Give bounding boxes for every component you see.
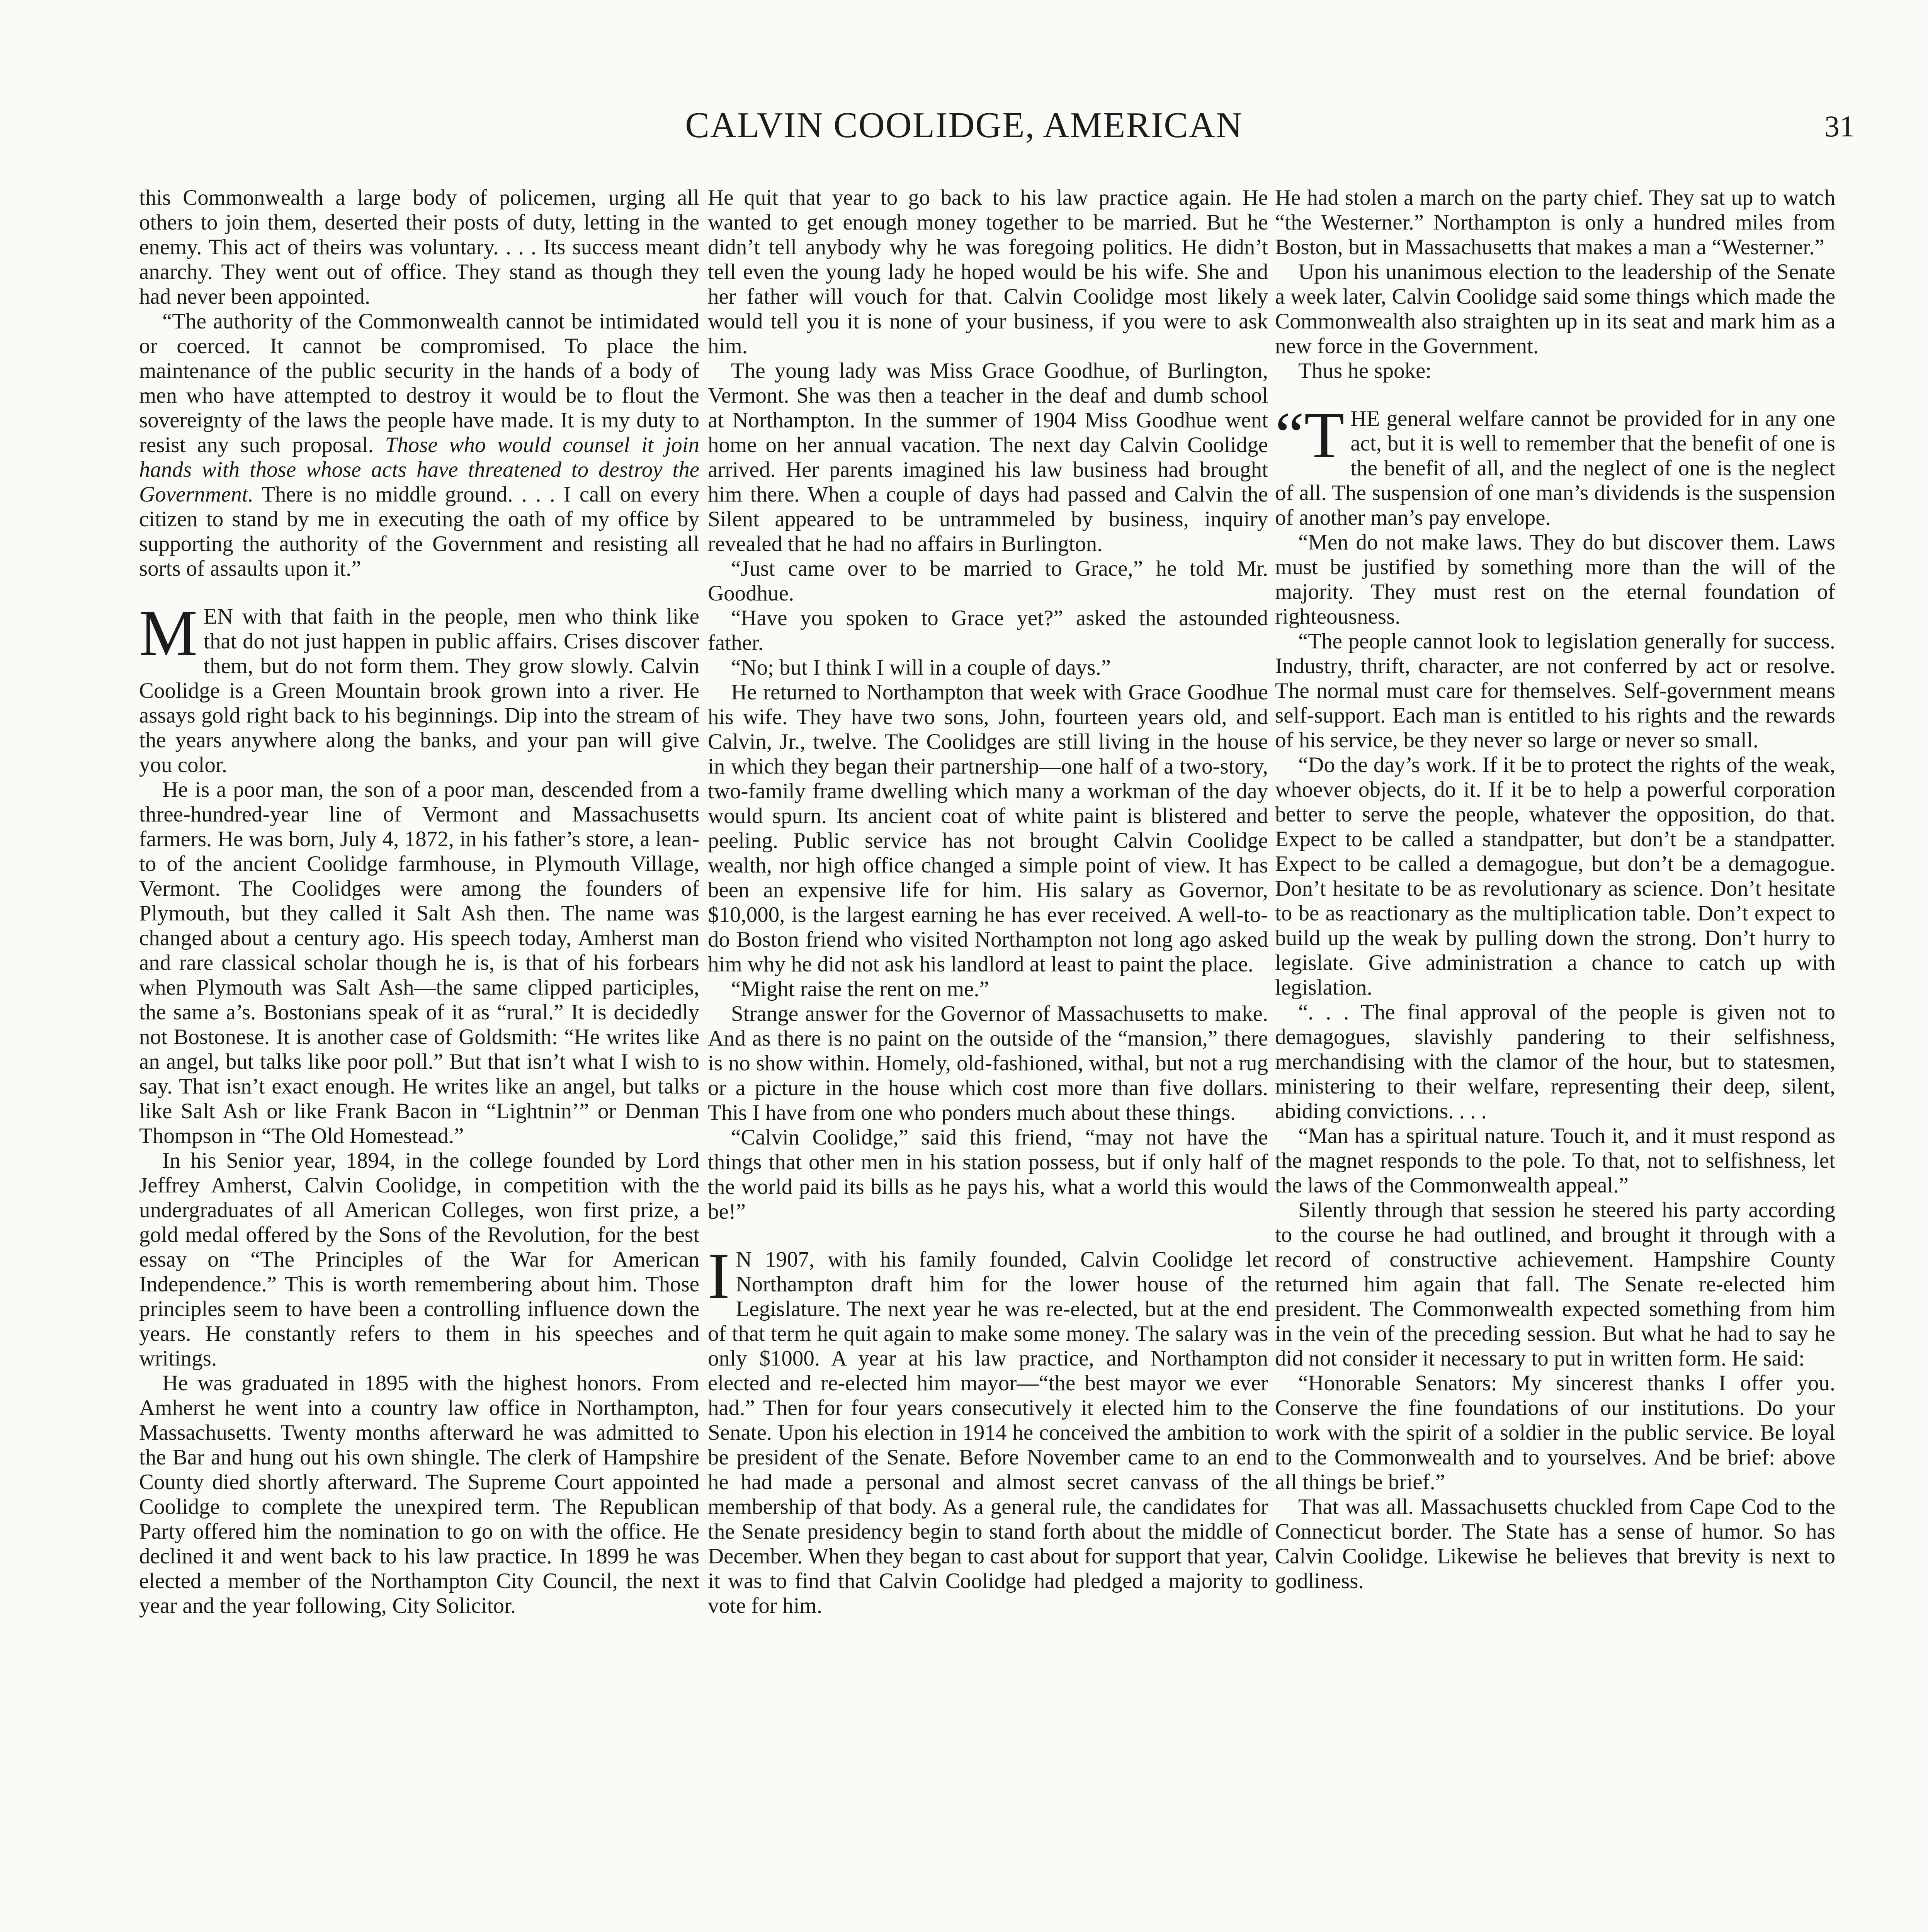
paragraph: He had stolen a march on the party chief. They sat up to watch “the Westerner.” Northampton is only a hundred miles from Boston, but in Massachusetts that makes a man a “Westerner.”	[1275, 185, 1835, 259]
paragraph: this Commonwealth a large body of policemen, urging all others to join them, deserted their posts of duty, letting in the enemy. This act of theirs was voluntary. . . . Its success meant anarchy. They went out of office. They stand as though they had never been appointed.	[139, 185, 699, 309]
column-1	[139, 185, 699, 1618]
column-3	[1275, 185, 1835, 1594]
paragraph: He was graduated in 1895 with the highest honors. From Amherst he went into a country law office in Northampton, Massachusetts. Twenty months afterward he was admitted to the Bar and hung out his own shingle. The clerk of Hampshire County died shortly afterward. The Supreme Court appointed Coolidge to complete the unexpired term. The Republican Party offered him the nomination to go on with the office. He declined it and went back to his law practice. In 1899 he was elected a member of the Northampton City Council, the next year and the year following, City Solicitor.	[139, 1371, 699, 1618]
paragraph: He is a poor man, the son of a poor man, descended from a three-hundred-year line of Vermont and Massachusetts farmers. He was born, July 4, 1872, in his father’s store, a lean-to of the ancient Coolidge farmhouse, in Plymouth Village, Vermont. The Coolidges were among the founders of Plymouth, but they called it Salt Ash then. The name was changed about a century ago. His speech today, Amherst man and rare classical scholar though he is, is that of his forbears when Plymouth was Salt Ash—the same clipped participles, the same a’s. Bostonians speak of it as “rural.” It is decidedly not Bostonese. It is another case of Goldsmith: “He writes like an angel, but talks like poor poll.” But that isn’t what I wish to say. That isn’t exact enough. He writes like an angel, but talks like Salt Ash or like Frank Bacon in “Lightnin’” or Denman Thompson in “The Old Homestead.”	[139, 777, 699, 1148]
paragraph: “Men do not make laws. They do but discover them. Laws must be justified by something more than the will of the majority. They must rest on the eternal foundation of righteousness.	[1275, 530, 1835, 629]
italic-text: Those who would counsel it join hands with those whose acts have threatened to destroy the Government.	[139, 433, 699, 507]
paragraph: He quit that year to go back to his law practice again. He wanted to get enough money together to be married. But he didn’t tell anybody why he was foregoing politics. He didn’t tell even the young lady he hoped would be his wife. She and her father will vouch for that. Calvin Coolidge most likely would tell you it is none of your business, if you were to ask him.	[708, 185, 1268, 358]
paragraph	[139, 309, 699, 581]
paragraph: The young lady was Miss Grace Goodhue, of Burlington, Vermont. She was then a teacher in the deaf and dumb school at Northampton. In the summer of 1904 Miss Goodhue went home on her annual vacation. The next day Calvin Coolidge arrived. Her parents imagined his law business had brought him there. When a couple of days had passed and Calvin the Silent appeared to be untrammeled by business, inquiry revealed that he had no affairs in Burlington.	[708, 359, 1268, 556]
column-2	[708, 185, 1268, 1618]
paragraph-text: N 1907, with his family founded, Calvin Coolidge let Northampton draft him for the lower house of the Legislature. The next year he was re-elected, but at the end of that term he quit again to make some money. The salary was only $1000. A year at his law practice, and Northampton elected and re-elected him mayor—“the best mayor we ever had.” Then for four years consecutively it elected him to the Senate. Upon his election in 1914 he conceived the ambition to be president of the Senate. Before November came to an end he had made a personal and almost secret canvass of the membership of that body. As a general rule, the candidates for the Senate presidency begin to stand forth about the middle of December. When they began to cast about for support that year, it was to find that Calvin Coolidge had pledged a majority to vote for him.	[708, 1247, 1268, 1618]
paragraph: “Man has a spiritual nature. Touch it, and it must respond as the magnet responds to the pole. To that, not to selfishness, let the laws of the Commonwealth appeal.”	[1275, 1124, 1835, 1197]
paragraph-text: EN with that faith in the people, men who think like that do not just happen in public affairs. Crises discover them, but do not form them. They grow slowly. Calvin Coolidge is a Green Mountain brook grown into a river. He assays gold right back to his beginnings. Dip into the stream of the years anywhere along the banks, and your pan will give you color.	[139, 604, 699, 777]
drop-cap: “T	[1275, 399, 1345, 471]
paragraph-text: HE general welfare cannot be provided for in any one act, but it is well to remember that the benefit of one is the benefit of all, and the neglect of one is the neglect of all. The suspension of one man’s dividends is the suspension of another man’s pay envelope.	[1275, 406, 1835, 530]
paragraph-text: There is no middle ground. . . . I call on every citizen to stand by me in executing the oath of my office by supporting the authority of the Government and resisting all sorts of assaults upon it.”	[139, 482, 699, 581]
paragraph: “Do the day’s work. If it be to protect the rights of the weak, whoever objects, do it. If it be to help a powerful corporation better to serve the people, whatever the opposition, do that. Expect to be called a standpatter, but don’t be a standpatter. Expect to be called a demagogue, but don’t be a demagogue. Don’t hesitate to be as revolutionary as science. Don’t hesitate to be as reactionary as the multiplication table. Don’t expect to build up the weak by pulling down the strong. Don’t hurry to legislate. Give administration a chance to catch up with legislation.	[1275, 753, 1835, 1000]
page-number: 31	[1824, 109, 1855, 143]
drop-cap: M	[139, 597, 198, 669]
paragraph: “Might raise the rent on me.”	[731, 977, 989, 1001]
paragraph: “Honorable Senators: My sincerest thanks I offer you. Conserve the fine foundations of our institutions. Do your work with the spirit of a soldier in the public service. Be loyal to the Commonwealth and to yourselves. And be brief: above all things be brief.”	[1275, 1371, 1835, 1494]
paragraph: Upon his unanimous election to the leadership of the Senate a week later, Calvin Coolidge said some things which made the Commonwealth also straighten up in its seat and mark him as a new force in the Government.	[1275, 260, 1835, 358]
paragraph: “. . . The final approval of the people is given not to demagogues, slavishly pandering to their selfishness, merchandising with the clamor of the hour, but to statesmen, ministering to their welfare, representing their deep, silent, abiding convictions. . . .	[1275, 1000, 1835, 1123]
paragraph: Strange answer for the Governor of Massachusetts to make. And as there is no paint on the outside of the “mansion,” there is no show within. Homely, old-fashioned, withal, but not a rug or a picture in the house which cost more than five dollars. This I have from one who ponders much about these things.	[708, 1002, 1268, 1125]
paragraph: Thus he spoke:	[1298, 359, 1432, 383]
paragraph: He returned to Northampton that week with Grace Goodhue his wife. They have two sons, John, fourteen years old, and Calvin, Jr., twelve. The Coolidges are still living in the house in which they began their partnership—one half of a two-story, two-family frame dwelling which many a workman of the day would spurn. Its ancient coat of white paint is blistered and peeling. Public service has not brought Calvin Coolidge wealth, nor high office changed a simple point of view. It has been an expensive life for him. His salary as Governor, $10,000, is the largest earning he has ever received. A well-to-do Boston friend who visited Northampton not long ago asked him why he did not ask his landlord at least to paint the place.	[708, 680, 1268, 976]
section-opening	[1275, 399, 1835, 530]
paragraph: “No; but I think I will in a couple of days.”	[731, 655, 1111, 680]
paragraph: Silently through that session he steered his party according to the course he had outlined, and brought it through with a record of constructive achievement. Hampshire County returned him again that fall. The Senate re-elected him president. The Commonwealth expected something from him in the vein of the preceding session. But what he had to say he did not consider it necessary to put in written form. He said:	[1275, 1198, 1835, 1371]
paragraph: “Just came over to be married to Grace,” he told Mr. Goodhue.	[708, 556, 1268, 605]
running-head: CALVIN COOLIDGE, AMERICAN	[685, 105, 1243, 145]
paragraph-text: “The authority of the Commonwealth cannot be intimidated or coerced. It cannot be compromised. To place the maintenance of the public security in the hands of a body of men who have attempted to destroy it would be to flout the sovereignty of the laws the people have made. It is my duty to resist any such proposal.	[139, 309, 699, 457]
paragraph: In his Senior year, 1894, in the college founded by Lord Jeffrey Amherst, Calvin Coolidge, in competition with the undergraduates of all American Colleges, won first prize, a gold medal offered by the Sons of the Revolution, for the best essay on “The Principles of the War for American Independence.” This is worth remembering about him. Those principles seem to have been a controlling influence down the years. He constantly refers to them in his speeches and writings.	[139, 1148, 699, 1371]
paragraph: “Have you spoken to Grace yet?” asked the astounded father.	[708, 606, 1268, 655]
drop-cap: I	[708, 1240, 730, 1312]
section-opening	[708, 1240, 1268, 1618]
section-opening	[139, 597, 699, 777]
paragraph: “Calvin Coolidge,” said this friend, “may not have the things that other men in his station possess, but if only half of the world paid its bills as he pays his, what a world this would be!”	[708, 1125, 1268, 1224]
paragraph: “The people cannot look to legislation generally for success. Industry, thrift, character, are not conferred by act or resolve. The normal must care for themselves. Self-government means self-support. Each man is entitled to his rights and the rewards of his service, be they never so large or never so small.	[1275, 629, 1835, 752]
paragraph: That was all. Massachusetts chuckled from Cape Cod to the Connecticut border. The State has a sense of humor. So has Calvin Coolidge. Likewise he believes that brevity is next to godliness.	[1275, 1495, 1835, 1593]
